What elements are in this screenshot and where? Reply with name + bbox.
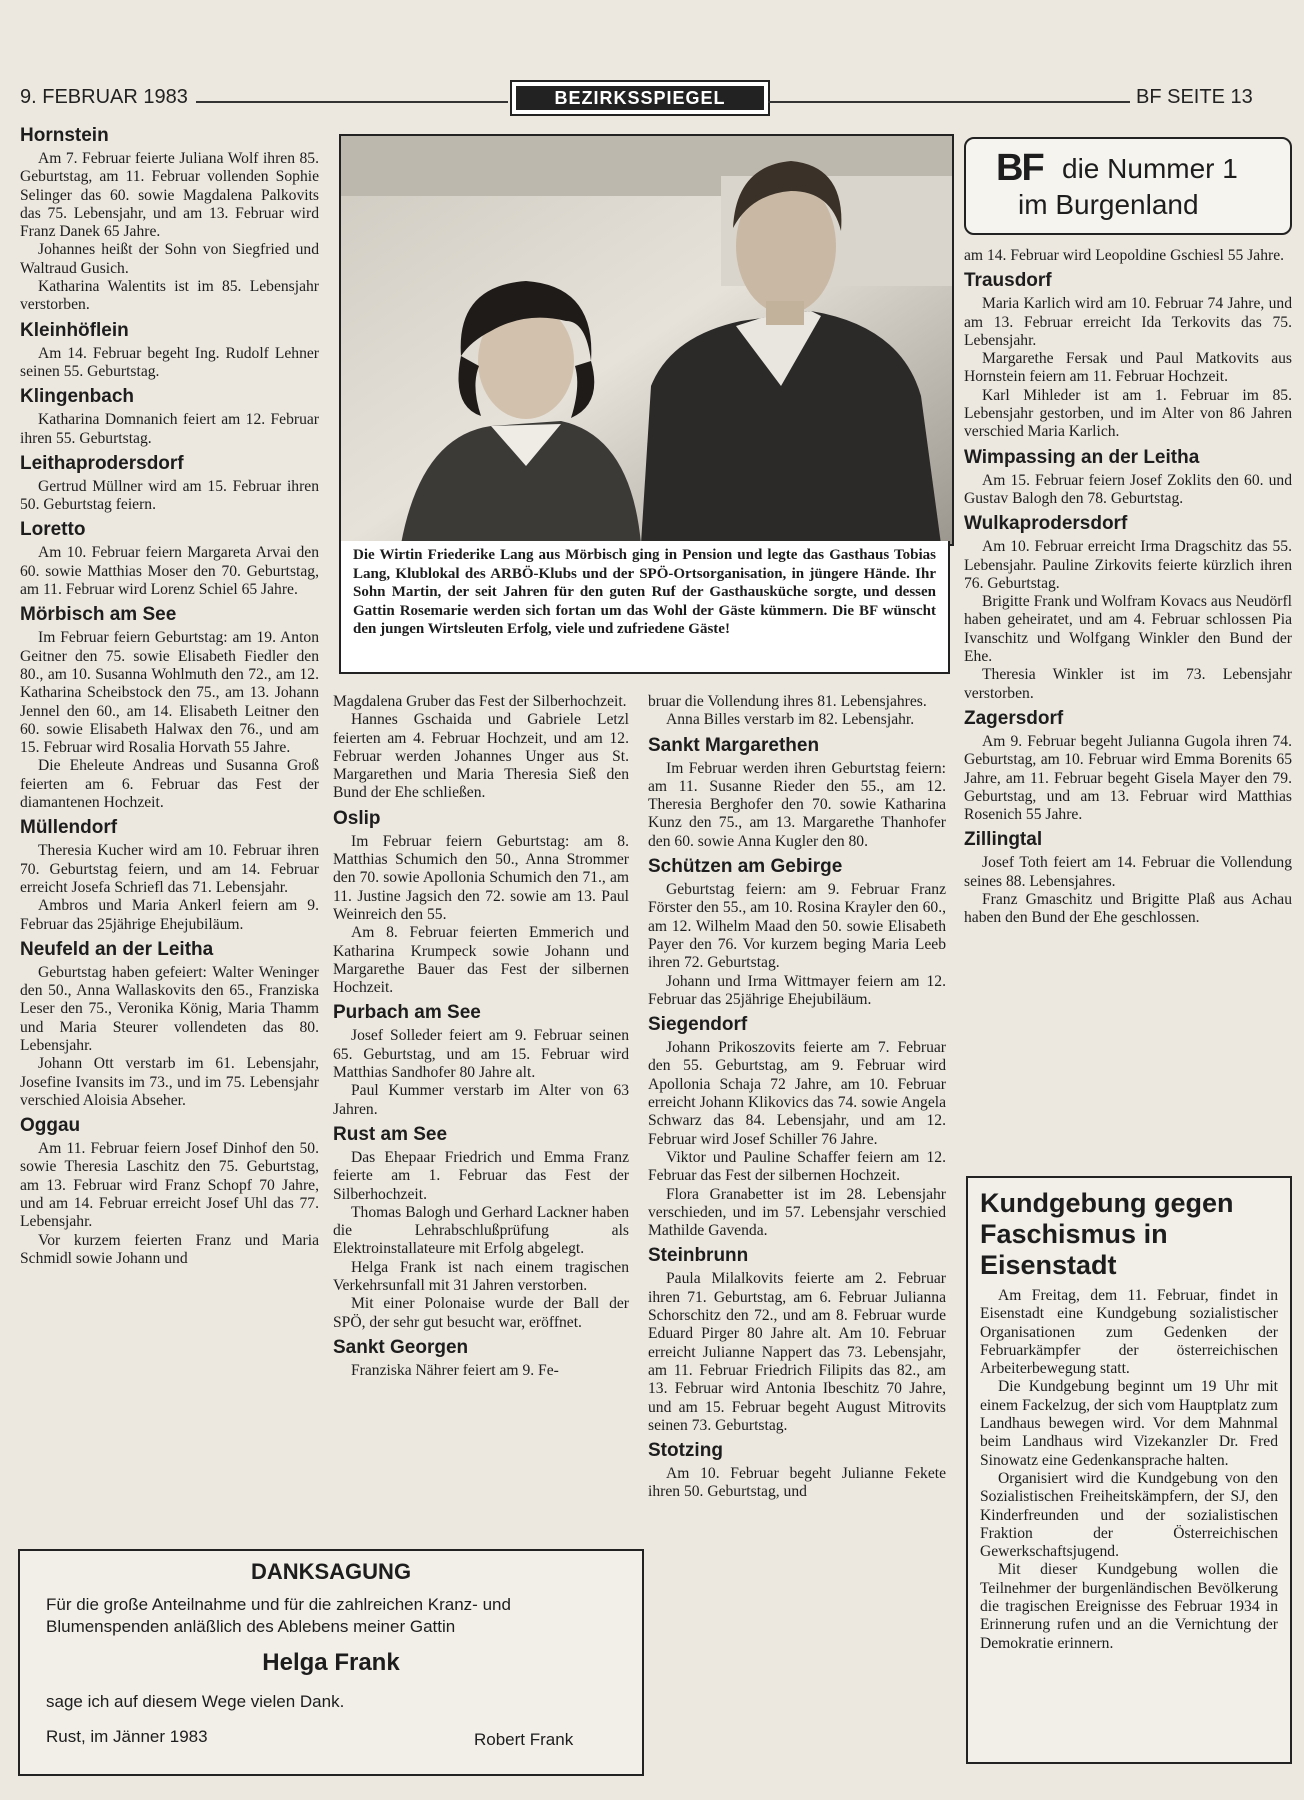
paragraph: Am 9. Februar begeht Julianna Gugola ihren 74. Geburtstag, am 10. Februar wird Emma Borenits 65 Jahre, am 11. Februar begeht Gisela Mayer den 79. Geburtstag, und am 13. Februar wird Matthias Rosenich 55 Jahre. [964, 732, 1292, 824]
heading-oggau: Oggau [20, 1115, 81, 1137]
paragraph: Gertrud Müllner wird am 15. Februar ihren 50. Geburtstag feiern. [20, 477, 319, 514]
paragraph: Franz Gmaschitz und Brigitte Plaß aus Achau haben den Bund der Ehe geschlossen. [964, 891, 1292, 927]
paragraph: Maria Karlich wird am 10. Februar 74 Jahre, und am 13. Februar erreicht Ida Terkovits das 75. Lebensjahr. [964, 295, 1292, 349]
paragraph: Josef Toth feiert am 14. Februar die Vollendung seines 88. Lebensjahres. [964, 854, 1292, 890]
paragraph: Johann Prikoszovits feierte am 7. Februar den 55. Geburtstag, am 9. Februar wird Apollonia Schaja 72 Jahre, am 10. Februar erreicht Johann Klikovics das 74. sowie Angela Schwarz das 84. Lebensjahr, und am 12. Februar wird Josef Schiller 76 Jahre. [648, 1039, 946, 1148]
paragraph: Thomas Balogh und Gerhard Lackner haben die Lehrabschlußprüfung als Elektroinstallateure mit Erfolg abgelegt. [333, 1203, 629, 1258]
heading-leithaprodersdorf: Leithaprodersdorf [20, 452, 184, 474]
heading-kleinhoeflein: Kleinhöflein [20, 319, 129, 341]
paragraph: Geburtstag haben gefeiert: Walter Weninger den 50., Anna Wallaskovits den 65., Franziska Leser den 75., Veronika König, Maria Thamm und Maria Steurer vollendeten das 80. Lebensjahr. [20, 963, 319, 1054]
paragraph: Johannes heißt der Sohn von Siegfried und Waltraud Gusich. [20, 241, 319, 277]
paragraph: Viktor und Pauline Schaffer feiern am 12. Februar das Fest der silbernen Hochzeit. [648, 1148, 946, 1185]
header-rule-right [768, 101, 1130, 103]
paragraph: Franziska Nährer feiert am 9. Fe- [351, 1361, 559, 1379]
heading-stotzing: Stotzing [648, 1440, 723, 1462]
paragraph: Paul Kummer verstarb im Alter von 63 Jahren. [333, 1082, 629, 1118]
paragraph: Am 15. Februar feiern Josef Zoklits den 60. und Gustav Balogh den 78. Geburtstag. [964, 471, 1292, 507]
paragraph: Katharina Domnanich feiert am 12. Februar ihren 55. Geburtstag. [20, 411, 319, 447]
paragraph: Im Februar werden ihren Geburtstag feiern: am 11. Susanne Rieder den 55., am 12. Theresia Berghofer den 70. sowie Katharina Kunz den 75., am 13. Margarethe Thanhofer den 60. sowie Anna Kugler den 80. [648, 759, 946, 850]
thanks-deceased-name: Helga Frank [262, 1649, 400, 1676]
heading-moerbisch-am-see: Mörbisch am See [20, 604, 177, 626]
heading-zagersdorf: Zagersdorf [964, 707, 1064, 729]
bf-slogan-line2: im Burgenland [1018, 189, 1199, 220]
heading-sankt-georgen: Sankt Georgen [333, 1336, 469, 1358]
paragraph: Am 10. Februar erreicht Irma Dragschitz das 55. Lebensjahr. Pauline Zirkovits feierte kürzlich ihren 76. Geburtstag. [964, 538, 1292, 592]
paragraph: Am 10. Februar begeht Julianne Fekete ihren 50. Geburtstag, und [648, 1465, 946, 1501]
bf-slogan-line1: die Nummer 1 [1062, 153, 1238, 184]
paragraph: Anna Billes verstarb im 82. Lebensjahr. [666, 711, 915, 729]
paragraph: Das Ehepaar Friedrich und Emma Franz feierte am 1. Februar das Fest der Silberhochzeit. [333, 1148, 629, 1203]
paragraph: Am 11. Februar feiern Josef Dinhof den 50. sowie Theresia Laschitz den 75. Geburtstag, am 13. Februar wird Franz Schopf 70 Jahre, und am 14. Februar erreicht Josef Uhl das 77. Lebensjahr. [20, 1140, 319, 1231]
heading-hornstein: Hornstein [20, 125, 109, 146]
paragraph: Mit einer Polonaise wurde der Ball der SPÖ, der sehr gut besucht war, eröffnet. [333, 1295, 629, 1331]
heading-zillingtal: Zillingtal [964, 829, 1043, 851]
paragraph: Theresia Winkler ist im 73. Lebensjahr verstorben. [964, 666, 1292, 702]
rally-paragraph: Die Kundgebung beginnt um 19 Uhr mit einem Fackelzug, der sich vom Hauptplatz zum Landhaus bewegen wird. Vor dem Mahnmal beim Landhaus wird Vizekanzler Dr. Fred Sinowatz eine Gedenkansprache halten. [980, 1378, 1278, 1469]
issue-date: 9. FEBRUAR 1983 [20, 86, 188, 108]
rally-paragraph: Am Freitag, dem 11. Februar, findet in Eisenstadt eine Kundgebung sozialistischer Organisationen zum Gedenken der Februarkämpfer der österreichischen Arbeiterbewegung statt. [980, 1287, 1278, 1378]
paragraph: Margarethe Fersak und Paul Matkovits aus Hornstein feiern am 11. Februar Hochzeit. [964, 350, 1292, 386]
paragraph: Theresia Kucher wird am 10. Februar ihren 70. Geburtstag feiern, und am 14. Februar erreicht Josefa Schriefl das 71. Lebensjahr. [20, 842, 319, 896]
heading-rust-am-see: Rust am See [333, 1123, 448, 1145]
paragraph: Vor kurzem feierten Franz und Maria Schmidl sowie Johann und [20, 1231, 319, 1267]
column-1 [20, 125, 319, 1268]
heading-oslip: Oslip [333, 807, 381, 829]
paragraph: Karl Mihleder ist am 1. Februar im 85. Lebensjahr gestorben, und im Alter von 86 Jahren verschied Maria Karlich. [964, 386, 1292, 441]
thanks-line2: Blumenspenden anläßlich des Ablebens meiner Gattin [46, 1617, 456, 1636]
heading-klingenbach: Klingenbach [20, 386, 135, 408]
page-number: BF SEITE 13 [1136, 86, 1253, 108]
section-banner [510, 80, 770, 116]
paragraph: Katharina Walentits ist im 85. Lebensjahr verstorben. [20, 278, 319, 314]
rally-paragraph: Organisiert wird die Kundgebung von den Sozialistischen Freiheitskämpfern, der SJ, den Kinderfreunden und der sozialistischen Fraktion der Österreichischen Gewerkschaftsjugend. [980, 1469, 1278, 1561]
header-rule-left [196, 101, 508, 103]
thanks-place-date: Rust, im Jänner 1983 [46, 1727, 208, 1746]
paragraph: Brigitte Frank und Wolfram Kovacs aus Neudörfl haben geheiratet, und am 4. Februar schlossen Pia Ivanschitz und Wolfgang Winkler den Bund der Ehe. [964, 593, 1292, 666]
paragraph: Im Februar feiern Geburtstag: am 19. Anton Geitner den 75. sowie Elisabeth Fiedler den 80., am 10. Susanna Wohlmuth den 72., am 12. Katharina Scheibstock den 75., am 13. Johann Jennel den 60., am 14. Elisabeth Leitner den 60. sowie Elisabeth Halwax den 76., und am 15. Februar wird Rosalia Horvath 55 Jahre. [20, 629, 319, 757]
heading-loretto: Loretto [20, 519, 86, 541]
photo-couple [339, 134, 954, 546]
heading-neufeld-an-der-leitha: Neufeld an der Leitha [20, 938, 214, 960]
thanks-line3: sage ich auf diesem Wege vielen Dank. [46, 1692, 345, 1711]
rally-body [980, 1287, 1278, 1653]
paragraph: Hannes Gschaida und Gabriele Letzl feierten am 4. Februar Hochzeit, und am 12. Februar werden Johannes Unger aus St. Margarethen und Maria Theresia Sieß den Bund der Ehe schließen. [333, 711, 629, 802]
paragraph: Johann und Irma Wittmayer feiern am 12. Februar das 25jährige Ehejubiläum. [648, 972, 946, 1008]
paragraph: am 14. Februar wird Leopoldine Gschiesl 55 Jahre. [964, 247, 1285, 264]
rally-title: Kundgebung gegen Faschismus in Eisenstadt [980, 1188, 1234, 1280]
paragraph: Am 14. Februar begeht Ing. Rudolf Lehner seinen 55. Geburtstag. [20, 344, 319, 380]
thanks-notice [18, 1549, 644, 1776]
paragraph: Magdalena Gruber das Fest der Silberhochzeit. [333, 693, 627, 710]
paragraph: Helga Frank ist nach einem tragischen Verkehrsunfall mit 31 Jahren verstorben. [333, 1258, 629, 1295]
paragraph: Die Eheleute Andreas und Susanna Groß feierten am 6. Februar das Fest der diamantenen Hochzeit. [20, 757, 319, 812]
rally-paragraph: Mit dieser Kundgebung wollen die Teilnehmer der burgenländischen Bevölkerung die tragischen Ereignisse des Februar 1934 in Erinnerung rufen und an die Vernichtung der Demokratie erinnern. [980, 1561, 1278, 1652]
paragraph: Flora Granabetter ist im 28. Lebensjahr verschieden, und im 57. Lebensjahr verschied Mathilde Gavenda. [648, 1185, 946, 1240]
paragraph: Am 8. Februar feierten Emmerich und Katharina Krumpeck sowie Johann und Margarethe Bauer das Fest der silbernen Hochzeit. [333, 924, 629, 997]
paragraph: Am 10. Februar feiern Margareta Arvai den 60. sowie Matthias Moser den 70. Geburtstag, am 11. Februar wird Lorenz Schiel 65 Jahre. [20, 544, 319, 599]
heading-muellendorf: Müllendorf [20, 817, 118, 839]
paragraph: Im Februar feiern Geburtstag: am 8. Matthias Schumich den 50., Anna Strommer den 70. sowie Apollonia Schumich den 71., am 11. Justine Jagsich den 72. sowie am 13. Paul Weinreich den 55. [333, 832, 629, 923]
heading-siegendorf: Siegendorf [648, 1014, 748, 1036]
thanks-line1: Für die große Anteilnahme und für die zahlreichen Kranz- und [46, 1595, 511, 1614]
column-3 [648, 693, 946, 1502]
photo-caption: Die Wirtin Friederike Lang aus Mörbisch ging in Pension und legte das Gasthaus Tobias Lang, Klublokal des ARBÖ-Klubs und der SPÖ-Ortsorganisation, in jüngere Hände. Ihr Sohn Martin, der seit Jahren für den guten Ruf der Gasthausküche sorgte, und dessen Gattin Rosemarie werden sich fortan um das Wohl der Gäste kümmern. Die BF wünscht den jungen Wirtsleuten Erfolg, viele und zufriedene Gäste! [339, 541, 950, 674]
bf-promo-box [964, 137, 1292, 235]
bf-logo: BF [996, 147, 1043, 189]
heading-steinbrunn: Steinbrunn [648, 1245, 749, 1267]
heading-purbach-am-see: Purbach am See [333, 1002, 481, 1024]
heading-schuetzen-am-gebirge: Schützen am Gebirge [648, 856, 843, 878]
column-4 [964, 247, 1292, 928]
paragraph: bruar die Vollendung ihres 81. Lebensjahres. [648, 693, 927, 710]
rally-notice [966, 1176, 1292, 1764]
paragraph: Ambros und Maria Ankerl feiern am 9. Februar das 25jährige Ehejubiläum. [20, 897, 319, 933]
column-2 [333, 693, 629, 1380]
thanks-title: DANKSAGUNG [250, 1559, 412, 1584]
paragraph: Geburtstag feiern: am 9. Februar Franz Förster den 55., am 10. Rosina Krayler den 60., am 12. Wilhelm Maad den 50. sowie Elisabeth Payer den 76. Vor kurzem beging Maria Leeb ihren 72. Geburtstag. [648, 881, 946, 972]
paragraph: Paula Milalkovits feierte am 2. Februar ihren 71. Geburtstag, am 6. Februar Julianna Schorschitz den 72., und am 8. Februar wurde Eduard Pirger 80 Jahre alt. Am 10. Februar erreicht Julianne Nappert das 73. Lebensjahr, am 11. Februar Friedrich Filipits das 82., am 13. Februar wird Antonia Ibeschitz 70 Jahre, und am 15. Februar begeht August Mitrovits seinen 73. Geburtstag. [648, 1270, 946, 1434]
heading-sankt-margarethen: Sankt Margarethen [648, 734, 820, 756]
heading-wimpassing-an-der-leitha: Wimpassing an der Leitha [964, 446, 1200, 468]
paragraph: Johann Ott verstarb im 61. Lebensjahr, Josefine Ivansits im 73., und im 75. Lebensjahr verschied Aloisia Abseher. [20, 1055, 319, 1109]
heading-wulkaprodersdorf: Wulkaprodersdorf [964, 513, 1128, 535]
paragraph: Am 7. Februar feierte Juliana Wolf ihren 85. Geburtstag, am 11. Februar vollenden Sophie Selinger das 60. sowie Magdalena Palkovits das 75. Lebensjahr, und am 13. Februar wird Franz Danek 65 Jahre. [20, 150, 319, 241]
section-title: BEZIRKSSPIEGEL [516, 86, 764, 110]
paragraph: Josef Solleder feiert am 9. Februar seinen 65. Geburtstag, und am 15. Februar wird Matthias Sandhofer 80 Jahre alt. [333, 1027, 629, 1082]
thanks-signer: Robert Frank [474, 1730, 574, 1749]
heading-trausdorf: Trausdorf [964, 270, 1052, 292]
